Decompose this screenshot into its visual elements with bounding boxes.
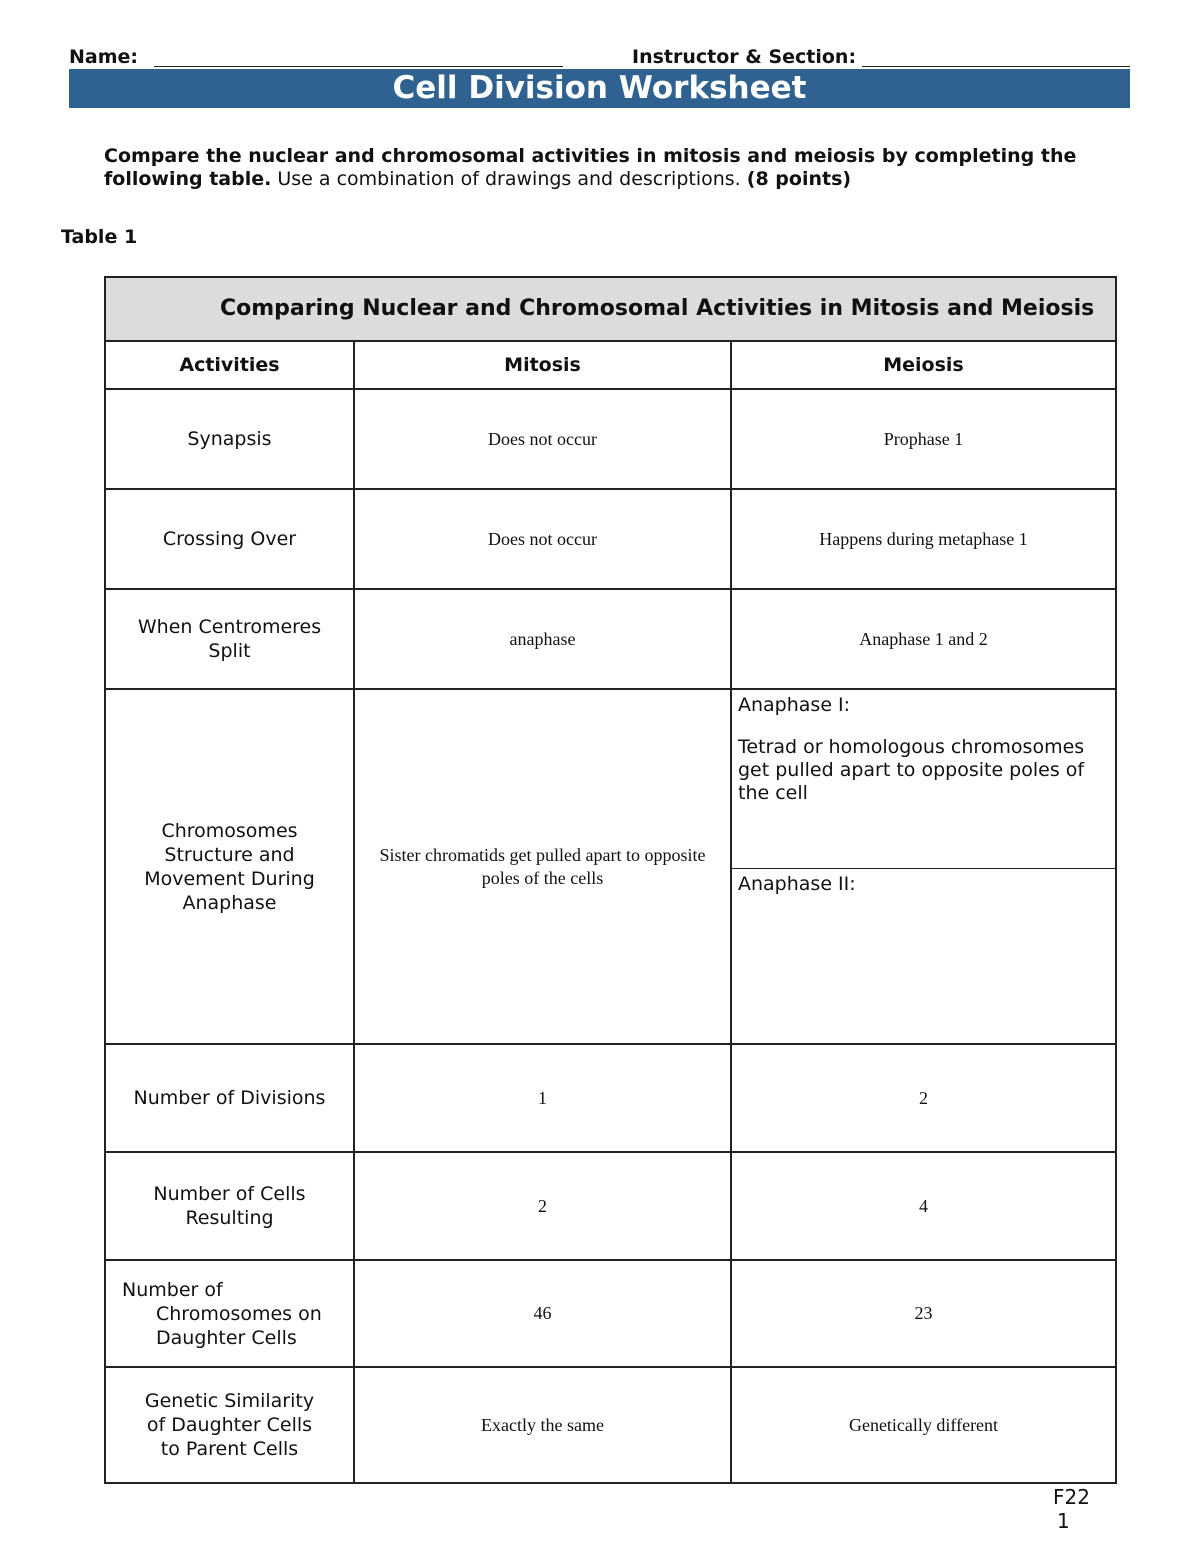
table-caption: Comparing Nuclear and Chromosomal Activities in Mitosis and Meiosis <box>105 277 1116 341</box>
activity-cell: Number of Divisions <box>105 1044 354 1152</box>
name-field-line[interactable] <box>154 66 563 67</box>
mitosis-answer[interactable]: 2 <box>354 1152 731 1260</box>
mitosis-answer[interactable]: Exactly the same <box>354 1367 731 1483</box>
table-row <box>105 1367 1116 1483</box>
meiosis-answer[interactable]: Genetically different <box>731 1367 1116 1483</box>
mitosis-answer[interactable]: 46 <box>354 1260 731 1367</box>
table-row <box>105 489 1116 589</box>
meiosis-anaphase1-box[interactable] <box>732 690 1115 869</box>
meiosis-anaphase-cell <box>731 689 1116 1044</box>
mitosis-answer[interactable]: Sister chromatids get pulled apart to opposite poles of the cells <box>354 689 731 1044</box>
activity-cell <box>105 1260 354 1367</box>
anaphase1-answer: Tetrad or homologous chromosomes get pulled apart to opposite poles of the cell <box>738 736 1085 804</box>
anaphase2-label: Anaphase II: <box>738 873 856 895</box>
page-footer <box>1053 1485 1090 1533</box>
meiosis-answer[interactable]: 23 <box>731 1260 1116 1367</box>
table-row <box>105 589 1116 689</box>
activity-cell: Number of Cells Resulting <box>105 1152 354 1260</box>
instructions-points: (8 points) <box>746 168 852 190</box>
anaphase1-label: Anaphase I: <box>738 694 851 716</box>
meiosis-answer[interactable]: 2 <box>731 1044 1116 1152</box>
name-label: Name: <box>69 46 139 68</box>
instructions <box>104 145 1104 191</box>
footer-page-number: 1 <box>1057 1509 1070 1533</box>
activity-line2: Chromosomes on Daughter Cells <box>156 1302 322 1349</box>
table-row <box>105 689 1116 1044</box>
worksheet-title: Cell Division Worksheet <box>69 69 1130 108</box>
meiosis-answer[interactable]: Happens during metaphase 1 <box>731 489 1116 589</box>
mitosis-answer[interactable]: anaphase <box>354 589 731 689</box>
activity-cell: When Centromeres Split <box>105 589 354 689</box>
meiosis-answer[interactable]: Prophase 1 <box>731 389 1116 489</box>
table-row <box>105 1044 1116 1152</box>
instructions-bold: Compare the nuclear and chromosomal activities in mitosis and meiosis by completing the following table. <box>104 145 1077 190</box>
instructor-section-field-line[interactable] <box>862 66 1130 67</box>
table-row <box>105 1152 1116 1260</box>
activity-cell: Chromosomes Structure and Movement During Anaphase <box>105 689 354 1044</box>
footer-term: F22 <box>1053 1485 1090 1509</box>
activity-cell: Synapsis <box>105 389 354 489</box>
table-label: Table 1 <box>61 226 138 248</box>
header-meiosis: Meiosis <box>731 341 1116 389</box>
instructor-section-label: Instructor & Section: <box>632 46 857 68</box>
header-activities: Activities <box>105 341 354 389</box>
activity-cell: Crossing Over <box>105 489 354 589</box>
activity-line1: Number of <box>122 1278 223 1301</box>
instructions-normal: Use a combination of drawings and descriptions. <box>277 168 741 190</box>
header-mitosis: Mitosis <box>354 341 731 389</box>
meiosis-anaphase2-box[interactable] <box>732 869 1115 1041</box>
comparison-table <box>104 276 1117 1484</box>
mitosis-answer[interactable]: Does not occur <box>354 389 731 489</box>
table-row <box>105 1260 1116 1367</box>
meiosis-answer[interactable]: Anaphase 1 and 2 <box>731 589 1116 689</box>
meiosis-answer[interactable]: 4 <box>731 1152 1116 1260</box>
activity-cell: Genetic Similarity of Daughter Cells to Parent Cells <box>105 1367 354 1483</box>
mitosis-answer[interactable]: Does not occur <box>354 489 731 589</box>
mitosis-answer[interactable]: 1 <box>354 1044 731 1152</box>
table-row <box>105 389 1116 489</box>
